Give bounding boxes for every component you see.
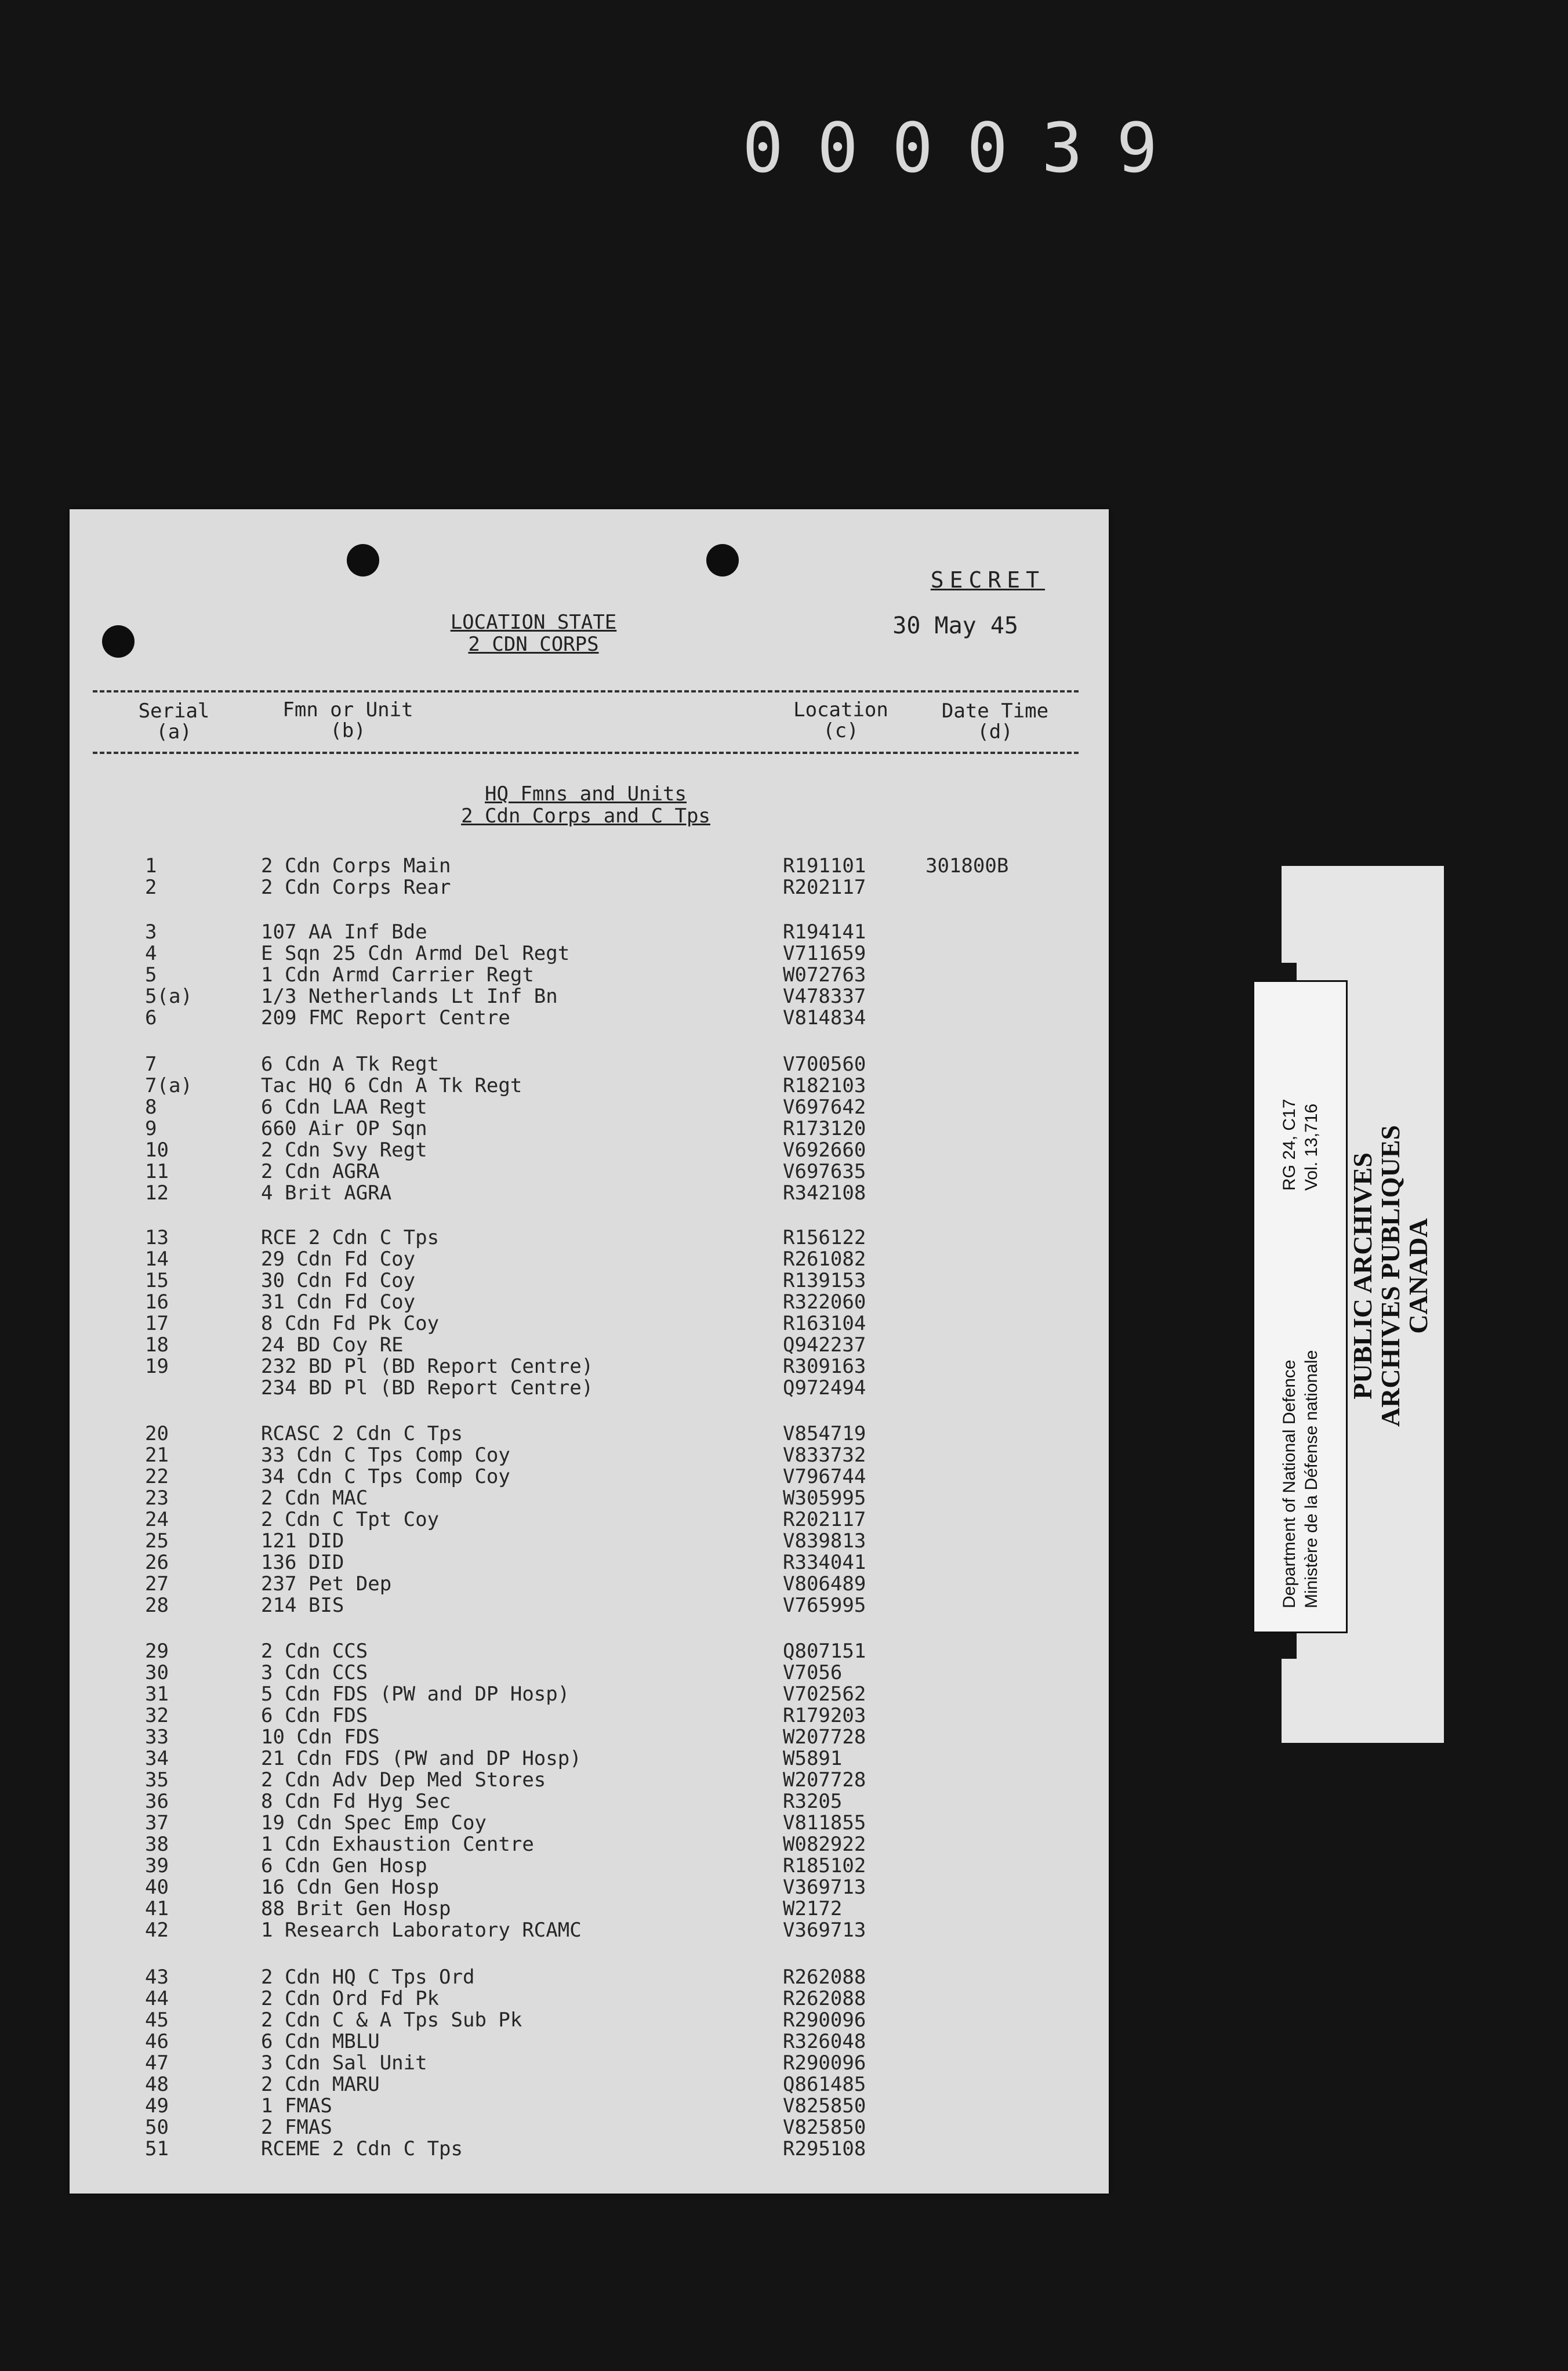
cell-location: R262088 xyxy=(783,1987,866,2010)
cell-unit: 8 Cdn Fd Hyg Sec xyxy=(261,1790,451,1813)
cell-location: W305995 xyxy=(783,1487,866,1510)
cell-location: R139153 xyxy=(783,1269,866,1292)
divider xyxy=(93,752,1079,754)
cell-unit: 2 Cdn MARU xyxy=(261,2073,380,2096)
cell-serial: 44 xyxy=(145,1987,169,2010)
cell-serial: 24 xyxy=(145,1508,169,1531)
table-row xyxy=(70,1313,1109,1335)
cell-location: R185102 xyxy=(783,1854,866,1877)
column-header-serial xyxy=(116,701,232,742)
cell-unit: 2 Cdn C & A Tps Sub Pk xyxy=(261,2009,522,2032)
table-row xyxy=(70,1662,1109,1684)
cell-serial: 18 xyxy=(145,1333,169,1357)
cell-unit: 8 Cdn Fd Pk Coy xyxy=(261,1312,440,1335)
cell-serial: 30 xyxy=(145,1661,169,1684)
cell-unit: 21 Cdn FDS (PW and DP Hosp) xyxy=(261,1747,582,1770)
cell-location: V806489 xyxy=(783,1572,866,1596)
cell-serial: 50 xyxy=(145,2116,169,2139)
cell-serial: 40 xyxy=(145,1876,169,1899)
cell-location: V697642 xyxy=(783,1096,866,1119)
cell-serial: 9 xyxy=(145,1117,157,1140)
table-row xyxy=(70,876,1109,898)
cell-location: V700560 xyxy=(783,1053,866,1076)
cell-unit: 2 Cdn MAC xyxy=(261,1487,368,1510)
cell-unit: 6 Cdn A Tk Regt xyxy=(261,1053,440,1076)
cell-unit: 2 Cdn Corps Rear xyxy=(261,876,451,899)
cell-serial: 34 xyxy=(145,1747,169,1770)
divider xyxy=(93,690,1079,693)
table-row xyxy=(70,1466,1109,1488)
table-row xyxy=(70,1726,1109,1748)
cell-unit: 209 FMC Report Centre xyxy=(261,1006,510,1029)
cell-serial: 3 xyxy=(145,920,157,944)
cell-serial: 5 xyxy=(145,963,157,987)
cell-unit: 237 Pet Dep xyxy=(261,1572,392,1596)
punch-hole xyxy=(706,544,739,577)
cell-unit: 3 Cdn CCS xyxy=(261,1661,368,1684)
cell-serial: 48 xyxy=(145,2073,169,2096)
table-row xyxy=(70,2138,1109,2160)
table-row xyxy=(70,2116,1109,2138)
department-fr: Ministère de la Défense nationale xyxy=(1302,1350,1321,1608)
cell-unit: 24 BD Coy RE xyxy=(261,1333,404,1357)
cell-location: V811855 xyxy=(783,1811,866,1835)
cell-serial: 27 xyxy=(145,1572,169,1596)
cell-serial: 37 xyxy=(145,1811,169,1835)
cell-unit: 2 Cdn Adv Dep Med Stores xyxy=(261,1768,546,1792)
cell-serial: 41 xyxy=(145,1897,169,1920)
cell-unit: 1 Cdn Exhaustion Centre xyxy=(261,1833,534,1856)
cell-location: R194141 xyxy=(783,920,866,944)
cell-unit: 2 Cdn HQ C Tps Ord xyxy=(261,1966,475,1989)
cell-serial: 43 xyxy=(145,1966,169,1989)
cell-serial: 49 xyxy=(145,2094,169,2118)
cell-serial: 32 xyxy=(145,1704,169,1727)
table-row xyxy=(70,1444,1109,1466)
section-line: 2 Cdn Corps and C Tps xyxy=(461,804,710,828)
reference-vol: Vol. 13,716 xyxy=(1302,1103,1321,1191)
title-line: LOCATION STATE xyxy=(450,611,617,634)
cell-location: R261082 xyxy=(783,1248,866,1271)
cell-serial: 15 xyxy=(145,1269,169,1292)
column-sublabel: (d) xyxy=(977,720,1013,744)
section-line: HQ Fmns and Units xyxy=(485,782,687,806)
table-row xyxy=(70,921,1109,943)
cell-unit: 232 BD Pl (BD Report Centre) xyxy=(261,1355,594,1378)
cell-unit: 2 Cdn Corps Main xyxy=(261,854,451,878)
document-date: 30 May 45 xyxy=(892,612,1018,639)
cell-serial: 33 xyxy=(145,1725,169,1749)
punch-hole xyxy=(102,625,135,658)
cell-location: W207728 xyxy=(783,1725,866,1749)
cell-serial: 36 xyxy=(145,1790,169,1813)
table-row xyxy=(70,985,1109,1007)
cell-serial: 29 xyxy=(145,1640,169,1663)
cell-unit: 1 FMAS xyxy=(261,2094,332,2118)
cell-location: V369713 xyxy=(783,1919,866,1942)
table-row xyxy=(70,1377,1109,1399)
table-row xyxy=(70,1161,1109,1183)
cell-serial: 4 xyxy=(145,942,157,965)
cell-unit: 5 Cdn FDS (PW and DP Hosp) xyxy=(261,1683,570,1706)
cell-location: R173120 xyxy=(783,1117,866,1140)
cell-serial: 45 xyxy=(145,2009,169,2032)
table-row xyxy=(70,1988,1109,2010)
table-row xyxy=(70,1748,1109,1770)
cell-serial: 1 xyxy=(145,854,157,878)
frame-number: 000039 xyxy=(742,108,1192,188)
cell-unit: RCASC 2 Cdn C Tps xyxy=(261,1422,463,1445)
column-label: Fmn or Unit xyxy=(282,698,413,722)
table-row xyxy=(70,1139,1109,1161)
cell-location: W5891 xyxy=(783,1747,843,1770)
cell-serial: 10 xyxy=(145,1139,169,1162)
cell-unit: 88 Brit Gen Hosp xyxy=(261,1897,451,1920)
table-row xyxy=(70,1075,1109,1097)
cell-unit: RCEME 2 Cdn C Tps xyxy=(261,2137,463,2160)
cell-location: V478337 xyxy=(783,985,866,1008)
cell-unit: 2 FMAS xyxy=(261,2116,332,2139)
table-row xyxy=(70,2052,1109,2074)
classification-label: SECRET xyxy=(930,567,1045,593)
cell-unit: 107 AA Inf Bde xyxy=(261,920,427,944)
cell-location: R3205 xyxy=(783,1790,843,1813)
cell-unit: RCE 2 Cdn C Tps xyxy=(261,1226,440,1249)
table-row xyxy=(70,1509,1109,1531)
cell-unit: 1 Cdn Armd Carrier Regt xyxy=(261,963,534,987)
cell-serial: 42 xyxy=(145,1919,169,1942)
cell-location: R342108 xyxy=(783,1181,866,1205)
column-sublabel: (a) xyxy=(156,720,192,744)
cell-unit: 30 Cdn Fd Coy xyxy=(261,1269,416,1292)
cell-serial: 11 xyxy=(145,1160,169,1183)
cell-unit: 6 Cdn MBLU xyxy=(261,2030,380,2053)
table-row xyxy=(70,1096,1109,1118)
cell-location: V825850 xyxy=(783,2094,866,2118)
table-row xyxy=(70,1876,1109,1898)
document-page xyxy=(70,509,1109,2194)
cell-unit: 34 Cdn C Tps Comp Coy xyxy=(261,1465,510,1488)
table-row xyxy=(70,1573,1109,1595)
cell-unit: 214 BIS xyxy=(261,1594,344,1617)
cell-serial: 22 xyxy=(145,1465,169,1488)
cell-unit: 660 Air OP Sqn xyxy=(261,1117,427,1140)
table-row xyxy=(70,2073,1109,2096)
archive-label xyxy=(1253,980,1348,1633)
table-row xyxy=(70,1769,1109,1791)
cell-location: V814834 xyxy=(783,1006,866,1029)
cell-serial: 17 xyxy=(145,1312,169,1335)
table-row xyxy=(70,1355,1109,1377)
cell-serial: 16 xyxy=(145,1290,169,1314)
cell-serial: 28 xyxy=(145,1594,169,1617)
cell-serial: 26 xyxy=(145,1551,169,1574)
cell-date-time: 301800B xyxy=(925,854,1009,878)
cell-unit: 2 Cdn Ord Fd Pk xyxy=(261,1987,440,2010)
table-row xyxy=(70,1790,1109,1812)
cell-location: R295108 xyxy=(783,2137,866,2160)
cell-serial: 21 xyxy=(145,1444,169,1467)
table-row xyxy=(70,1270,1109,1292)
cell-location: W072763 xyxy=(783,963,866,987)
cell-location: Q942237 xyxy=(783,1333,866,1357)
archives-stamp xyxy=(1349,1090,1432,1462)
table-row xyxy=(70,1007,1109,1029)
table-row xyxy=(70,1919,1109,1941)
table-row xyxy=(70,1966,1109,1988)
cell-unit: 234 BD Pl (BD Report Centre) xyxy=(261,1376,594,1400)
cell-unit: E Sqn 25 Cdn Armd Del Regt xyxy=(261,942,570,965)
cell-serial: 2 xyxy=(145,876,157,899)
table-row xyxy=(70,855,1109,877)
table-row xyxy=(70,942,1109,965)
cell-location: Q861485 xyxy=(783,2073,866,2096)
cell-location: W082922 xyxy=(783,1833,866,1856)
table-row xyxy=(70,1530,1109,1552)
cell-location: V854719 xyxy=(783,1422,866,1445)
table-row xyxy=(70,1812,1109,1834)
table-row xyxy=(70,2009,1109,2031)
table-row xyxy=(70,1291,1109,1313)
cell-unit: 1/3 Netherlands Lt Inf Bn xyxy=(261,985,558,1008)
cell-location: R262088 xyxy=(783,1966,866,1989)
punch-hole xyxy=(347,544,379,577)
cell-location: V702562 xyxy=(783,1683,866,1706)
cell-unit: 2 Cdn Svy Regt xyxy=(261,1139,427,1162)
cell-unit: 136 DID xyxy=(261,1551,344,1574)
cell-serial: 23 xyxy=(145,1487,169,1510)
cell-serial: 6 xyxy=(145,1006,157,1029)
table-row xyxy=(70,1683,1109,1705)
title-line: 2 CDN CORPS xyxy=(468,633,599,656)
table-row xyxy=(70,1855,1109,1877)
cell-location: R163104 xyxy=(783,1312,866,1335)
cell-serial: 13 xyxy=(145,1226,169,1249)
cell-location: V7056 xyxy=(783,1661,843,1684)
column-header-location xyxy=(783,699,899,741)
cell-serial: 7 xyxy=(145,1053,157,1076)
cell-location: R309163 xyxy=(783,1355,866,1378)
reference-rg: RG 24, C17 xyxy=(1280,1099,1299,1191)
cell-unit: 2 Cdn AGRA xyxy=(261,1160,380,1183)
table-row xyxy=(70,964,1109,986)
section-heading xyxy=(348,783,823,827)
cell-location: Q972494 xyxy=(783,1376,866,1400)
cell-location: V833732 xyxy=(783,1444,866,1467)
cell-unit: 1 Research Laboratory RCAMC xyxy=(261,1919,582,1942)
table-row xyxy=(70,1898,1109,1920)
cell-unit: 2 Cdn C Tpt Coy xyxy=(261,1508,440,1531)
table-row xyxy=(70,2095,1109,2117)
cell-location: R322060 xyxy=(783,1290,866,1314)
cell-unit: 19 Cdn Spec Emp Coy xyxy=(261,1811,487,1835)
cell-location: R202117 xyxy=(783,1508,866,1531)
cell-location: R182103 xyxy=(783,1074,866,1097)
table-row xyxy=(70,1705,1109,1727)
department-en: Department of National Defence xyxy=(1280,1359,1299,1608)
cell-location: R202117 xyxy=(783,876,866,899)
cell-unit: 33 Cdn C Tps Comp Coy xyxy=(261,1444,510,1467)
column-label: Serial xyxy=(138,699,210,723)
cell-unit: 3 Cdn Sal Unit xyxy=(261,2051,427,2075)
stamp-line: ARCHIVES PUBLIQUES xyxy=(1375,1125,1405,1427)
cell-location: V711659 xyxy=(783,942,866,965)
cell-unit: 29 Cdn Fd Coy xyxy=(261,1248,416,1271)
cell-location: R290096 xyxy=(783,2009,866,2032)
cell-serial: 31 xyxy=(145,1683,169,1706)
column-header-date-time xyxy=(920,701,1070,742)
cell-unit: 4 Brit AGRA xyxy=(261,1181,392,1205)
cell-location: W207728 xyxy=(783,1768,866,1792)
column-sublabel: (b) xyxy=(330,719,366,742)
cell-serial: 19 xyxy=(145,1355,169,1378)
cell-location: R326048 xyxy=(783,2030,866,2053)
cell-serial: 8 xyxy=(145,1096,157,1119)
table-row xyxy=(70,1248,1109,1270)
cell-unit: 6 Cdn Gen Hosp xyxy=(261,1854,427,1877)
cell-serial: 35 xyxy=(145,1768,169,1792)
cell-serial: 38 xyxy=(145,1833,169,1856)
cell-serial: 7(a) xyxy=(145,1074,193,1097)
cell-unit: 31 Cdn Fd Coy xyxy=(261,1290,416,1314)
cell-location: R156122 xyxy=(783,1226,866,1249)
cell-location: R191101 xyxy=(783,854,866,878)
cell-serial: 14 xyxy=(145,1248,169,1271)
cell-location: V697635 xyxy=(783,1160,866,1183)
cell-unit: 16 Cdn Gen Hosp xyxy=(261,1876,440,1899)
cell-unit: 10 Cdn FDS xyxy=(261,1725,380,1749)
cell-serial: 39 xyxy=(145,1854,169,1877)
cell-serial: 25 xyxy=(145,1529,169,1553)
cell-unit: 6 Cdn LAA Regt xyxy=(261,1096,427,1119)
cell-location: V765995 xyxy=(783,1594,866,1617)
cell-location: V692660 xyxy=(783,1139,866,1162)
cell-unit: 2 Cdn CCS xyxy=(261,1640,368,1663)
table-row xyxy=(70,1640,1109,1662)
cell-serial: 12 xyxy=(145,1181,169,1205)
cell-location: R179203 xyxy=(783,1704,866,1727)
cell-serial: 46 xyxy=(145,2030,169,2053)
cell-location: W2172 xyxy=(783,1897,843,1920)
cell-location: V839813 xyxy=(783,1529,866,1553)
table-row xyxy=(70,1182,1109,1204)
column-sublabel: (c) xyxy=(823,719,859,742)
stamp-line: CANADA xyxy=(1403,1218,1433,1334)
cell-location: R290096 xyxy=(783,2051,866,2075)
cell-serial: 47 xyxy=(145,2051,169,2075)
column-header-unit xyxy=(261,699,435,741)
table-row xyxy=(70,1551,1109,1574)
stamp-line: PUBLIC ARCHIVES xyxy=(1348,1152,1377,1400)
cell-serial: 20 xyxy=(145,1422,169,1445)
cell-location: V796744 xyxy=(783,1465,866,1488)
cell-unit: 121 DID xyxy=(261,1529,344,1553)
column-label: Date Time xyxy=(941,699,1049,723)
table-row xyxy=(70,2031,1109,2053)
cell-unit: 6 Cdn FDS xyxy=(261,1704,368,1727)
table-row xyxy=(70,1487,1109,1509)
table-row xyxy=(70,1594,1109,1616)
cell-unit: Tac HQ 6 Cdn A Tk Regt xyxy=(261,1074,522,1097)
document-title xyxy=(360,611,707,655)
table-row xyxy=(70,1227,1109,1249)
cell-location: V825850 xyxy=(783,2116,866,2139)
cell-location: R334041 xyxy=(783,1551,866,1574)
cell-serial: 5(a) xyxy=(145,985,193,1008)
table-row xyxy=(70,1053,1109,1075)
column-label: Location xyxy=(793,698,888,722)
table-row xyxy=(70,1423,1109,1445)
cell-location: Q807151 xyxy=(783,1640,866,1663)
cell-serial: 51 xyxy=(145,2137,169,2160)
table-row xyxy=(70,1334,1109,1356)
cell-location: V369713 xyxy=(783,1876,866,1899)
table-row xyxy=(70,1118,1109,1140)
table-row xyxy=(70,1833,1109,1855)
